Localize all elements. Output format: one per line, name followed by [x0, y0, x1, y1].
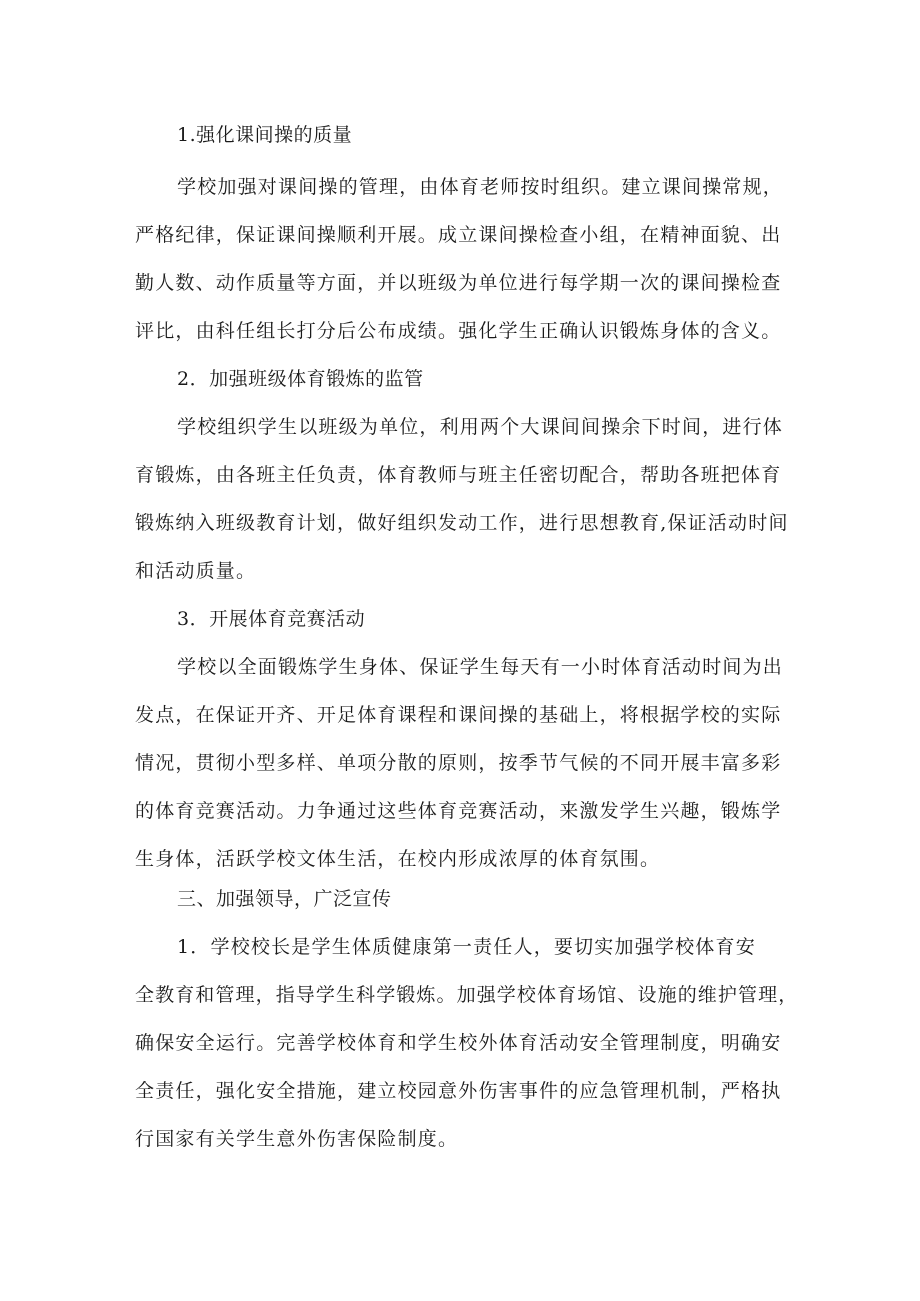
paragraph-line: 确保安全运行。完善学校体育和学生校外体育活动安全管理制度，明确安 [135, 1032, 782, 1054]
paragraph-line: 勤人数、动作质量等方面，并以班级为单位进行每学期一次的课间操检查 [135, 272, 782, 294]
paragraph-line: 的体育竞赛活动。力争通过这些体育竞赛活动，来激发学生兴趣，锻炼学 [135, 800, 782, 822]
section-heading: 1.强化课间操的质量 [177, 124, 353, 146]
paragraph-line: 育锻炼，由各班主任负责，体育教师与班主任密切配合，帮助各班把体育 [135, 464, 782, 486]
section-heading: 2．加强班级体育锻炼的监管 [177, 368, 424, 390]
paragraph-line: 和活动质量。 [135, 560, 257, 582]
paragraph-line: 评比，由科任组长打分后公布成绩。强化学生正确认识锻炼身体的含义。 [135, 320, 782, 342]
paragraph-line: 生身体，活跃学校文体生活，在校内形成浓厚的体育氛围。 [135, 848, 661, 870]
paragraph-line: 发点，在保证开齐、开足体育课程和课间操的基础上，将根据学校的实际 [135, 704, 782, 726]
section-heading: 三、加强领导，广泛宣传 [177, 888, 392, 910]
paragraph-line: 锻炼纳入班级教育计划，做好组织发动工作，进行思想教育,保证活动时间 [135, 512, 789, 534]
paragraph-line: 学校以全面锻炼学生身体、保证学生每天有一小时体育活动时间为出 [177, 656, 784, 678]
paragraph-line: 严格纪律，保证课间操顺利开展。成立课间操检查小组，在精神面貌、出 [135, 224, 782, 246]
paragraph-line: 学校加强对课间操的管理，由体育老师按时组织。建立课间操常规， [177, 176, 784, 198]
paragraph-line: 情况，贯彻小型多样、单项分散的原则，按季节气候的不同开展丰富多彩 [135, 752, 782, 774]
paragraph-line: 1．学校校长是学生体质健康第一责任人，要切实加强学校体育安 [177, 936, 756, 958]
paragraph-line: 全责任，强化安全措施，建立校园意外伤害事件的应急管理机制，严格执 [135, 1080, 782, 1102]
section-heading: 3．开展体育竞赛活动 [177, 608, 366, 630]
paragraph-line: 学校组织学生以班级为单位，利用两个大课间间操余下时间，进行体 [177, 416, 784, 438]
paragraph-line: 行国家有关学生意外伤害保险制度。 [135, 1128, 459, 1150]
paragraph-line: 全教育和管理，指导学生科学锻炼。加强学校体育场馆、设施的维护管理， [135, 984, 799, 1006]
